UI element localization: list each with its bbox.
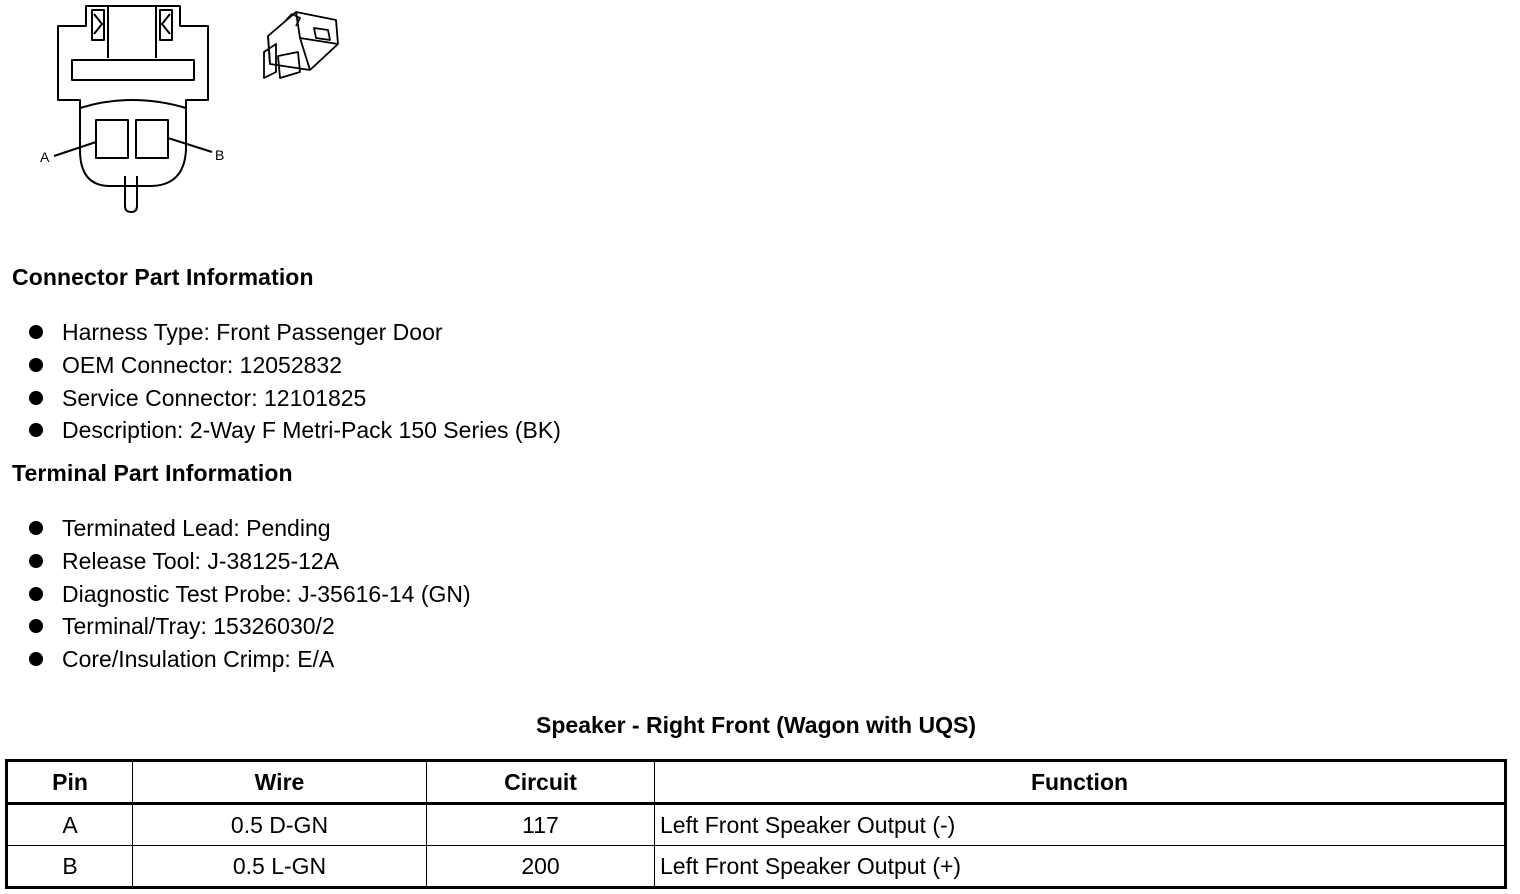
connector-info-list: [28, 316, 561, 447]
terminal-info-list: [28, 512, 471, 676]
cell-wire: 0.5 L-GN: [133, 846, 427, 888]
list-item: [28, 382, 561, 415]
list-item-text: Service Connector: 12101825: [62, 384, 367, 411]
cell-circuit: 117: [427, 804, 655, 846]
list-item: [28, 349, 561, 382]
list-item: [28, 610, 471, 643]
column-header-function: Function: [655, 761, 1506, 804]
table-row: [7, 804, 1506, 846]
connector-body-outline: [58, 6, 208, 186]
column-header-pin: Pin: [7, 761, 133, 804]
list-item-text: Release Tool: J-38125-12A: [62, 547, 340, 574]
cell-circuit: 200: [427, 846, 655, 888]
table-title: Speaker - Right Front (Wagon with UQS): [536, 712, 976, 738]
pin-label-a: A: [40, 149, 50, 165]
bullet-icon: [29, 325, 43, 339]
cell-pin: A: [7, 804, 133, 846]
bullet-icon: [29, 554, 43, 568]
cell-wire: 0.5 D-GN: [133, 804, 427, 846]
cavity-b: [136, 120, 168, 158]
list-item: [28, 545, 471, 578]
leader-line-a: [54, 142, 96, 156]
bullet-icon: [29, 587, 43, 601]
list-item-text: Harness Type: Front Passenger Door: [62, 319, 443, 345]
bullet-icon: [29, 358, 43, 372]
list-item: [28, 643, 471, 676]
column-header-circuit: Circuit: [427, 761, 655, 804]
bullet-icon: [29, 619, 43, 633]
column-header-wire: Wire: [133, 761, 427, 804]
pin-label-b: B: [215, 147, 225, 163]
table-row: [7, 846, 1506, 888]
cavity-a: [96, 120, 128, 158]
leader-line-b: [168, 138, 212, 152]
bullet-icon: [29, 521, 43, 535]
pin-table: [5, 759, 1507, 889]
connector-diagram: [0, 0, 360, 220]
bullet-icon: [29, 652, 43, 666]
list-item-text: OEM Connector: 12052832: [62, 351, 343, 378]
key-tab: [125, 176, 137, 212]
list-item-text: Terminal/Tray: 15326030/2: [62, 613, 335, 640]
cell-function: Left Front Speaker Output (+): [655, 846, 1506, 888]
list-item: [28, 316, 561, 349]
latch-window: [72, 60, 194, 80]
list-item: [28, 512, 471, 545]
cell-function: Left Front Speaker Output (-): [655, 804, 1506, 846]
list-item-text: Terminated Lead: Pending: [62, 515, 331, 541]
connector-info-heading: Connector Part Information: [12, 264, 314, 290]
list-item: [28, 578, 471, 611]
list-item-text: Description: 2-Way F Metri-Pack 150 Series (BK): [62, 417, 561, 444]
table-header-row: [7, 761, 1506, 804]
bullet-icon: [29, 391, 43, 405]
terminal-info-heading: Terminal Part Information: [12, 460, 293, 486]
bullet-icon: [29, 423, 43, 437]
connector-isometric-icon: [264, 12, 338, 78]
cell-pin: B: [7, 846, 133, 888]
list-item: [28, 414, 561, 447]
list-item-text: Core/Insulation Crimp: E/A: [62, 646, 335, 673]
list-item-text: Diagnostic Test Probe: J-35616-14 (GN): [62, 580, 471, 607]
